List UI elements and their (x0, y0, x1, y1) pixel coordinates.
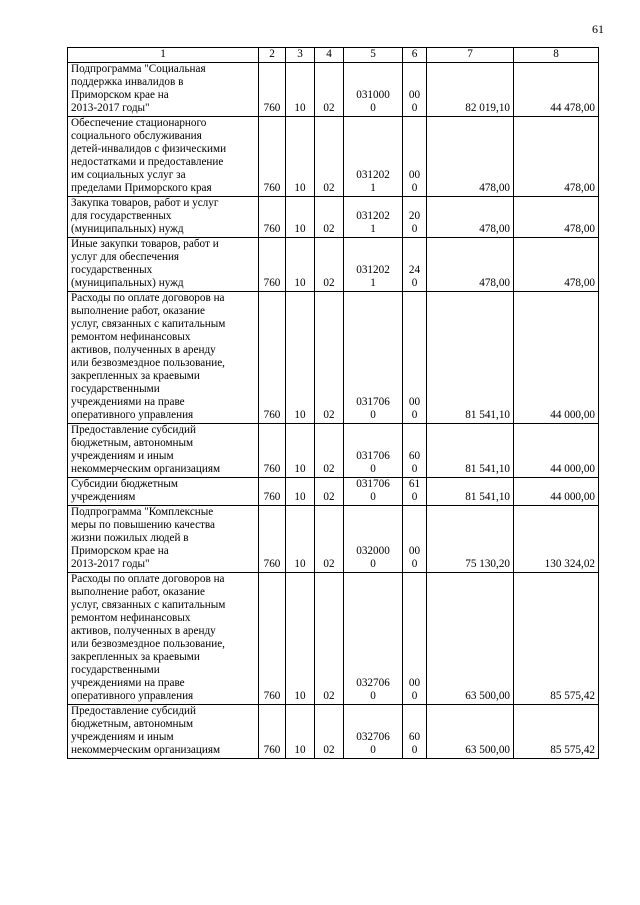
item-name: Иные закупки товаров, работ и услуг для обеспечения государственных (муниципальных) нужд (68, 238, 259, 292)
amount-year-1: 81 541,10 (427, 478, 514, 506)
target-code: 031706 0 (344, 292, 403, 424)
subsection-code: 02 (315, 117, 344, 197)
item-name: Предоставление субсидий бюджетным, автономным учреждениям и иным некоммерческим организациям (68, 705, 259, 759)
table-header-row (68, 48, 599, 63)
section-code: 10 (286, 424, 315, 478)
column-header: 1 (68, 48, 259, 63)
admin-code: 760 (259, 197, 286, 238)
subsection-code: 02 (315, 478, 344, 506)
admin-code: 760 (259, 424, 286, 478)
item-name: Субсидии бюджетным учреждениям (68, 478, 259, 506)
amount-year-2: 478,00 (514, 238, 599, 292)
item-name: Расходы по оплате договоров на выполнение работ, оказание услуг, связанных с капитальным ремонтом нефинансовых активов, полученных в аренду или безвозмездное пользование, закрепленных за краевыми государственными учреждениями на праве оперативного управления (68, 573, 259, 705)
target-code: 031202 1 (344, 238, 403, 292)
admin-code: 760 (259, 506, 286, 573)
section-code: 10 (286, 573, 315, 705)
amount-year-2: 44 000,00 (514, 292, 599, 424)
admin-code: 760 (259, 238, 286, 292)
item-name: Предоставление субсидий бюджетным, автономным учреждениям и иным некоммерческим организациям (68, 424, 259, 478)
expense-type-code: 61 0 (403, 478, 427, 506)
amount-year-1: 81 541,10 (427, 292, 514, 424)
section-code: 10 (286, 292, 315, 424)
amount-year-1: 75 130,20 (427, 506, 514, 573)
item-name: Расходы по оплате договоров на выполнение работ, оказание услуг, связанных с капитальным ремонтом нефинансовых активов, полученных в аренду или безвозмездное пользование, закрепленных за краевыми государственными учреждениями на праве оперативного управления (68, 292, 259, 424)
amount-year-2: 85 575,42 (514, 573, 599, 705)
table-row (68, 117, 599, 197)
target-code: 032706 0 (344, 573, 403, 705)
table-row (68, 573, 599, 705)
item-name: Подпрограмма "Социальная поддержка инвалидов в Приморском крае на 2013-2017 годы" (68, 63, 259, 117)
amount-year-1: 82 019,10 (427, 63, 514, 117)
amount-year-1: 63 500,00 (427, 573, 514, 705)
subsection-code: 02 (315, 705, 344, 759)
target-code: 031202 1 (344, 117, 403, 197)
table-row (68, 63, 599, 117)
expense-type-code: 00 0 (403, 292, 427, 424)
amount-year-1: 478,00 (427, 238, 514, 292)
section-code: 10 (286, 197, 315, 238)
expense-type-code: 00 0 (403, 573, 427, 705)
section-code: 10 (286, 117, 315, 197)
subsection-code: 02 (315, 292, 344, 424)
expense-type-code: 60 0 (403, 424, 427, 478)
amount-year-1: 478,00 (427, 197, 514, 238)
admin-code: 760 (259, 573, 286, 705)
admin-code: 760 (259, 63, 286, 117)
admin-code: 760 (259, 478, 286, 506)
table-row (68, 292, 599, 424)
column-header: 3 (286, 48, 315, 63)
section-code: 10 (286, 478, 315, 506)
expense-type-code: 20 0 (403, 197, 427, 238)
amount-year-2: 44 000,00 (514, 424, 599, 478)
amount-year-2: 130 324,02 (514, 506, 599, 573)
expense-type-code: 00 0 (403, 506, 427, 573)
expense-type-code: 60 0 (403, 705, 427, 759)
table-row (68, 705, 599, 759)
amount-year-1: 81 541,10 (427, 424, 514, 478)
target-code: 031706 0 (344, 424, 403, 478)
subsection-code: 02 (315, 238, 344, 292)
expense-type-code: 00 0 (403, 63, 427, 117)
section-code: 10 (286, 238, 315, 292)
column-header: 2 (259, 48, 286, 63)
expense-type-code: 24 0 (403, 238, 427, 292)
column-header: 6 (403, 48, 427, 63)
table-row (68, 197, 599, 238)
item-name: Закупка товаров, работ и услуг для государственных (муниципальных) нужд (68, 197, 259, 238)
amount-year-1: 478,00 (427, 117, 514, 197)
target-code: 032706 0 (344, 705, 403, 759)
section-code: 10 (286, 63, 315, 117)
subsection-code: 02 (315, 506, 344, 573)
amount-year-2: 85 575,42 (514, 705, 599, 759)
subsection-code: 02 (315, 573, 344, 705)
item-name: Обеспечение стационарного социального обслуживания детей-инвалидов с физическими недостатками и предоставление им социальных услуг за пределами Приморского края (68, 117, 259, 197)
table-row (68, 238, 599, 292)
subsection-code: 02 (315, 63, 344, 117)
table-row (68, 424, 599, 478)
amount-year-2: 478,00 (514, 117, 599, 197)
item-name: Подпрограмма "Комплексные меры по повышению качества жизни пожилых людей в Приморском крае на 2013-2017 годы" (68, 506, 259, 573)
amount-year-2: 44 000,00 (514, 478, 599, 506)
expense-type-code: 00 0 (403, 117, 427, 197)
admin-code: 760 (259, 705, 286, 759)
target-code: 031000 0 (344, 63, 403, 117)
admin-code: 760 (259, 117, 286, 197)
subsection-code: 02 (315, 197, 344, 238)
budget-table (67, 47, 599, 759)
column-header: 4 (315, 48, 344, 63)
page-number: 61 (592, 22, 604, 36)
section-code: 10 (286, 506, 315, 573)
column-header: 7 (427, 48, 514, 63)
amount-year-1: 63 500,00 (427, 705, 514, 759)
target-code: 032000 0 (344, 506, 403, 573)
admin-code: 760 (259, 292, 286, 424)
table-row (68, 478, 599, 506)
target-code: 031706 0 (344, 478, 403, 506)
section-code: 10 (286, 705, 315, 759)
column-header: 5 (344, 48, 403, 63)
subsection-code: 02 (315, 424, 344, 478)
column-header: 8 (514, 48, 599, 63)
amount-year-2: 478,00 (514, 197, 599, 238)
table-body (68, 63, 599, 759)
target-code: 031202 1 (344, 197, 403, 238)
table-row (68, 506, 599, 573)
amount-year-2: 44 478,00 (514, 63, 599, 117)
